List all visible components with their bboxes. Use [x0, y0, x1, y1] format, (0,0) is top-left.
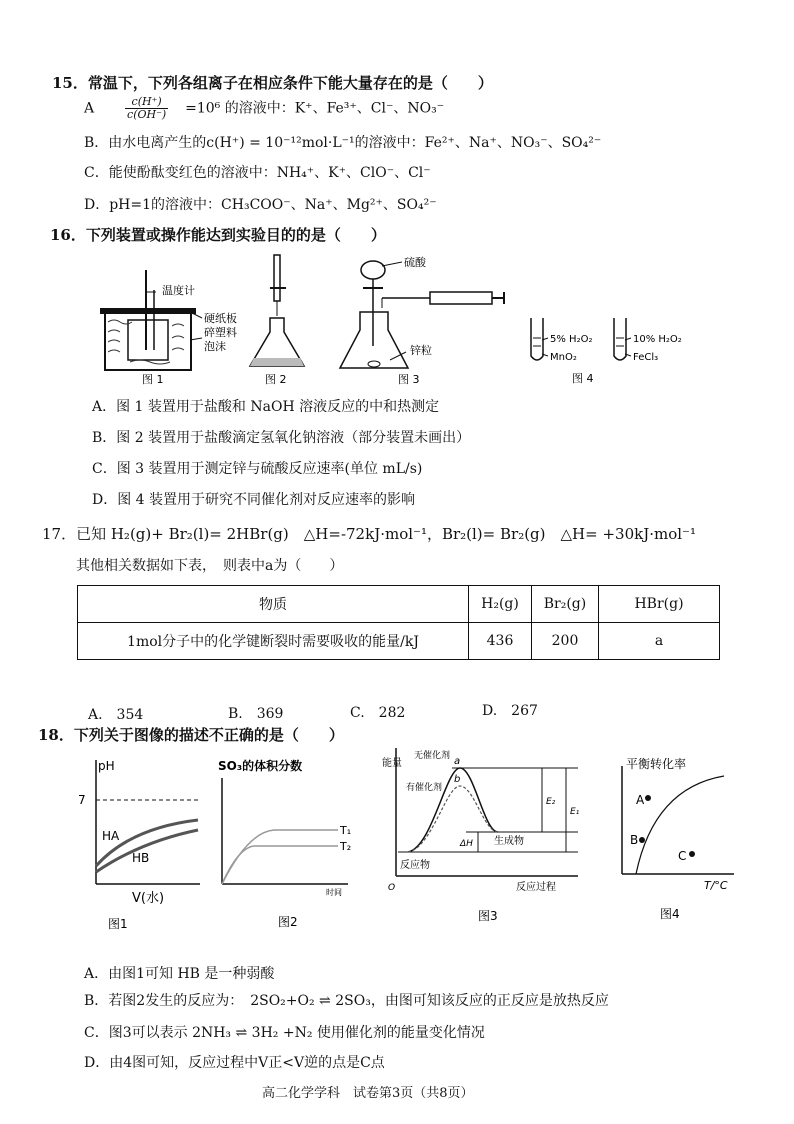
table-header-hbr: HBr(g)	[599, 586, 720, 623]
q18-option-a: A．由图1可知 HB 是一种弱酸	[84, 966, 275, 982]
table-row	[78, 623, 720, 660]
reactant-label: 反应物	[400, 860, 430, 871]
point-a-label: a	[454, 756, 461, 767]
q17-stem-2: 其他相关数据如下表， 则表中a为（ ）	[76, 558, 344, 574]
test-tube-left	[531, 318, 543, 360]
table-header-substance: 物质	[78, 586, 469, 623]
q18-option-c: C．图3可以表示 2NH₃ ⇌ 3H₂ +N₂ 使用催化剂的能量变化情况	[84, 1025, 485, 1041]
table-cell-br2-value: 200	[532, 623, 599, 660]
point-c-label: C	[678, 849, 687, 863]
fig3-caption: 图3	[478, 909, 498, 923]
no-catalyst-label: 无催化剂	[414, 751, 451, 761]
q17-option-a: A. 354	[88, 707, 144, 723]
page-footer: 高二化学学科 试卷第3页（共8页）	[262, 1086, 474, 1101]
q18-option-d: D．由4图可知，反应过程中V正<V逆的点是C点	[84, 1055, 385, 1071]
point-a	[645, 795, 651, 801]
fig2-caption: 图2	[278, 915, 298, 929]
q16-option-a: A．图 1 装置用于盐酸和 NaOH 溶液反应的中和热测定	[92, 399, 440, 415]
q17-data-table	[77, 585, 720, 660]
hb-label: HB	[132, 851, 150, 865]
test-tube-left-liquid	[533, 338, 541, 346]
q15-option-a-letter: A	[84, 100, 95, 117]
syringe-barrel	[430, 292, 492, 304]
q15-option-a-text: =10⁶ 的溶液中：K⁺、Fe³⁺、Cl⁻、NO₃⁻	[185, 100, 445, 117]
test-tubes-figure	[531, 318, 682, 385]
test-tube-right	[614, 318, 626, 360]
table-header-br2: Br₂(g)	[532, 586, 599, 623]
y-axis-label: pH	[98, 759, 115, 773]
x-axis-label: 时间	[326, 888, 342, 897]
label-foam-1: 碎塑料	[204, 326, 237, 339]
x-axis-label: V(水)	[132, 891, 165, 906]
t1-label: T₁	[340, 824, 352, 837]
fig1-caption: 图1	[108, 917, 128, 931]
label-left-top: 5% H₂O₂	[550, 334, 593, 345]
q15-stem: 15．常温下，下列各组离子在相应条件下能大量存在的是（ ）	[52, 74, 493, 92]
uncatalyzed-curve	[408, 768, 498, 852]
dh-label: ΔH	[460, 839, 473, 849]
label-right-top: 10% H₂O₂	[633, 334, 682, 345]
q15-option-d: D．pH=1的溶液中：CH₃COO⁻、Na⁺、Mg²⁺、SO₄²⁻	[84, 197, 437, 213]
e2-label: E₂	[546, 797, 556, 807]
point-a-label: A	[636, 793, 645, 807]
fraction-denominator: c(OH⁻)	[127, 108, 167, 121]
zinc-granules	[368, 361, 380, 367]
titration-figure	[250, 255, 304, 386]
q16-option-c: C．图 3 装置用于测定锌与硫酸反应速率(单位 mL/s)	[92, 461, 423, 477]
q16-stem: 16．下列装置或操作能达到实验目的的是（ ）	[50, 226, 386, 244]
q17-option-b: B. 369	[228, 706, 284, 722]
fig4-caption: 图4	[660, 907, 680, 921]
y-axis-label: 能量	[382, 758, 402, 769]
separatory-funnel	[361, 261, 385, 279]
burette	[274, 255, 280, 301]
x-axis-label: T/°C	[704, 879, 728, 892]
q16-option-b: B．图 2 装置用于盐酸滴定氢氧化钠溶液（部分装置未画出）	[92, 430, 471, 446]
t1-curve	[222, 830, 338, 884]
point-b	[639, 837, 645, 843]
table-header-row	[78, 586, 720, 623]
q17-option-d: D. 267	[482, 703, 538, 719]
q17-stem: 17．已知 H₂(g)+ Br₂(l)= 2HBr(g) △H=-72kJ·mol⁻¹，Br₂(l)= Br₂(g) △H= +30kJ·mol⁻¹	[42, 525, 696, 543]
table-cell-hbr-value: a	[599, 623, 720, 660]
q18-option-b: B．若图2发生的反应为： 2SO₂+O₂ ⇌ 2SO₃，由图可知该反应的正反应是放热反应	[84, 993, 609, 1009]
q18-stem: 18．下列关于图像的描述不正确的是（ ）	[38, 726, 344, 744]
table-cell-description: 1mol分子中的化学键断裂时需要吸收的能量/kJ	[78, 623, 469, 660]
calorimeter-figure	[100, 270, 237, 386]
reaction-flask	[340, 312, 408, 368]
so3-fraction-graph	[218, 758, 351, 929]
cardboard-lid	[100, 308, 196, 314]
fig4-label: 图 4	[572, 372, 594, 385]
point-c	[689, 851, 695, 857]
graph2-title: SO₃的体积分数	[218, 759, 303, 773]
label-acid: 硫酸	[404, 256, 426, 269]
q15-option-c: C．能使酚酞变红色的溶液中：NH₄⁺、K⁺、ClO⁻、Cl⁻	[84, 165, 431, 181]
q15-option-a	[84, 96, 444, 121]
graph4-title: 平衡转化率	[626, 757, 687, 771]
q18-figures	[70, 748, 760, 938]
q16-figures	[90, 250, 690, 390]
product-label: 生成物	[494, 836, 524, 847]
point-b-label: B	[630, 833, 639, 847]
fig2-label: 图 2	[265, 373, 287, 386]
label-right-bottom: FeCl₃	[633, 352, 659, 363]
label-foam-2: 泡沫	[204, 340, 226, 353]
table-cell-h2-value: 436	[469, 623, 532, 660]
label-left-bottom: MnO₂	[550, 352, 577, 363]
ha-label: HA	[102, 829, 120, 843]
point-b-label: b	[454, 774, 461, 785]
test-tube-right-liquid	[616, 338, 624, 346]
conversion-temperature-graph	[622, 756, 734, 921]
fig1-label: 图 1	[142, 373, 164, 386]
label-thermometer: 温度计	[162, 284, 195, 297]
fraction-numerator: c(H⁺)	[125, 96, 168, 109]
q16-option-d: D．图 4 装置用于研究不同催化剂对反应速率的影响	[92, 492, 416, 508]
energy-profile-graph	[382, 748, 580, 923]
fig3-label: 图 3	[398, 373, 420, 386]
label-zinc: 锌粒	[410, 344, 432, 357]
inner-beaker	[128, 320, 168, 360]
pointer-acid	[382, 262, 402, 266]
q15-option-b: B．由水电离产生的c(H⁺) = 10⁻¹²mol·L⁻¹的溶液中：Fe²⁺、Na⁺、NO₃⁻、SO₄²⁻	[84, 135, 602, 151]
flask-liquid	[250, 358, 304, 366]
x-axis-label: 反应过程	[516, 882, 556, 893]
catalyst-label: 有催化剂	[406, 783, 443, 793]
rate-apparatus-figure	[340, 255, 504, 386]
e1-label: E₁	[570, 807, 580, 817]
ph-dilution-graph	[78, 759, 200, 931]
table-header-h2: H₂(g)	[469, 586, 532, 623]
label-cardboard: 硬纸板	[204, 312, 237, 325]
t2-label: T₂	[340, 840, 352, 853]
origin-label: O	[388, 883, 396, 893]
ph7-label: 7	[78, 793, 86, 807]
t2-curve	[222, 846, 338, 884]
q15-fraction	[125, 96, 168, 121]
q17-option-c: C. 282	[350, 705, 406, 721]
